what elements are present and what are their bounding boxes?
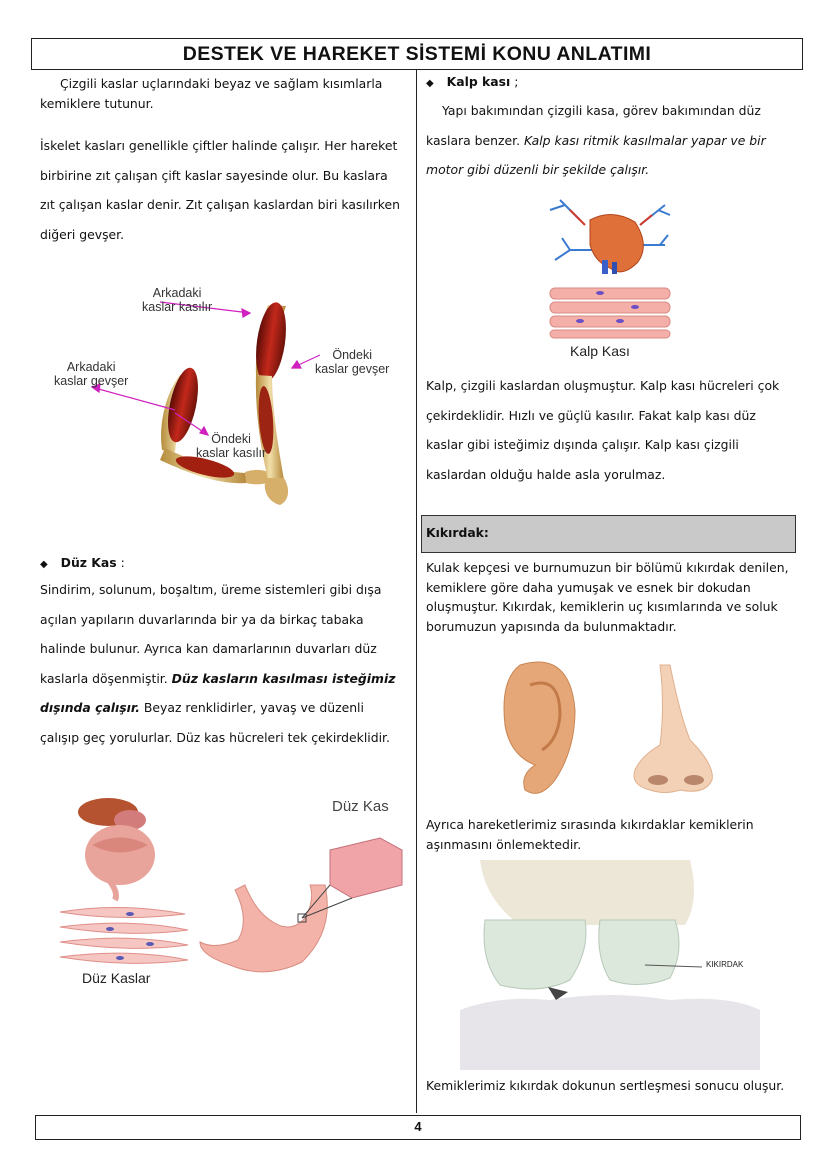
heart-text-italic: Kalp kası ritmik kasılmalar yapar ve bir motor gibi düzenli bir şekilde çalışır.: [426, 132, 766, 177]
label-front-contract: Öndeki kaslar kasılır: [196, 432, 267, 460]
smooth-text-bold: Düz kasların kasılması isteğimiz dışında çalışır.: [40, 670, 396, 715]
smooth-muscle-figure: [40, 790, 410, 1010]
ear-nose-illustration: [480, 655, 740, 805]
heart-fig-label: Kalp Kası: [570, 343, 630, 359]
label-back-contract: Arkadaki kaslar kasılır: [142, 286, 213, 314]
heart-illustration: [540, 190, 680, 340]
heart-heading-suffix: ;: [510, 74, 519, 89]
heart-figure: [540, 190, 680, 370]
heart-paragraph-2: Kalp, çizgili kaslardan oluşmuştur. Kalp kası hücreleri çok çekirdeklidir. Hızlı ve güçlü kasılır. Fakat kalp kası düz kaslar gibi isteğimiz dışında çalışır. Kalp kası çizgili kaslardan olduğu halde asla yorulmaz.: [426, 378, 780, 482]
heart-text-1: Yapı bakımından çizgili kasa, görev bakımından düz kaslara benzer.: [426, 103, 761, 148]
heart-paragraph-1: [426, 96, 796, 185]
page-title: DESTEK VE HAREKET SİSTEMİ KONU ANLATIMI: [31, 38, 803, 70]
cartilage-paragraph-3: Kemiklerimiz kıkırdak dokunun sertleşmesi sonucu oluşur.: [426, 1078, 785, 1093]
arm-illustration: [40, 280, 410, 520]
arm-muscle-figure: [40, 280, 410, 520]
heart-heading: [426, 74, 518, 89]
cartilage-paragraph: Kulak kepçesi ve burnumuzun bir bölümü kıkırdak denilen, kemiklere göre daha yumuşak ve esnek bir dokudan oluşmuştur. Kıkırdak, kemiklerin uç kısımlarında ve soluk borumuzun yapısında da bulunmaktadır.: [426, 560, 789, 634]
smooth-fig-label: Düz Kaslar: [82, 970, 151, 986]
intro-paragraph: Çizgili kaslar uçlarındaki beyaz ve sağlam kısımlarla kemiklere tutunur.: [40, 76, 383, 111]
bullet-diamond-icon: ◆: [40, 559, 48, 570]
knee-figure: [460, 860, 760, 1070]
skeletal-paragraph: İskelet kasları genellikle çiftler halinde çalışır. Her hareket birbirine zıt çalışan çift kaslar sayesinde olur. Bu kaslara zıt çalışan kaslar denir. Zıt çalışan kaslardan biri kasılırken diğeri gevşer.: [40, 138, 401, 242]
smooth-text-2: Beyaz renklidirler, yavaş ve düzenli çalışıp geç yorulurlar. Düz kas hücreleri tek çekirdeklidir.: [40, 700, 390, 745]
bullet-diamond-icon: ◆: [426, 78, 434, 89]
smooth-heading-text: Düz Kas: [60, 555, 117, 570]
label-front-relax: Öndeki kaslar gevşer: [315, 348, 390, 376]
smooth-text-1: Sindirim, solunum, boşaltım, üreme sistemleri gibi dışa açılan yapıların duvarlarında bir ya da birkaç tabaka halinde bulunur. Ayrıca kan damarlarının duvarları düz kaslarla döşenmiştir.: [40, 582, 382, 686]
smooth-muscle-heading: [40, 555, 125, 570]
ear-nose-figure: [480, 655, 740, 805]
smooth-fig-label-2: Düz Kas: [332, 798, 389, 815]
cartilage-paragraph-2: Ayrıca hareketlerimiz sırasında kıkırdaklar kemiklerin aşınmasını önlemektedir.: [426, 817, 754, 852]
smooth-heading-suffix: :: [116, 555, 125, 570]
label-back-relax: Arkadaki kaslar gevşer: [54, 360, 129, 388]
column-divider: [416, 70, 417, 1113]
knee-label: KIKIRDAK: [706, 960, 744, 969]
heart-heading-text: Kalp kası: [446, 74, 511, 89]
page-number: 4: [35, 1115, 801, 1140]
smooth-muscle-paragraph: [40, 575, 406, 752]
cartilage-heading: Kıkırdak:: [421, 515, 796, 553]
